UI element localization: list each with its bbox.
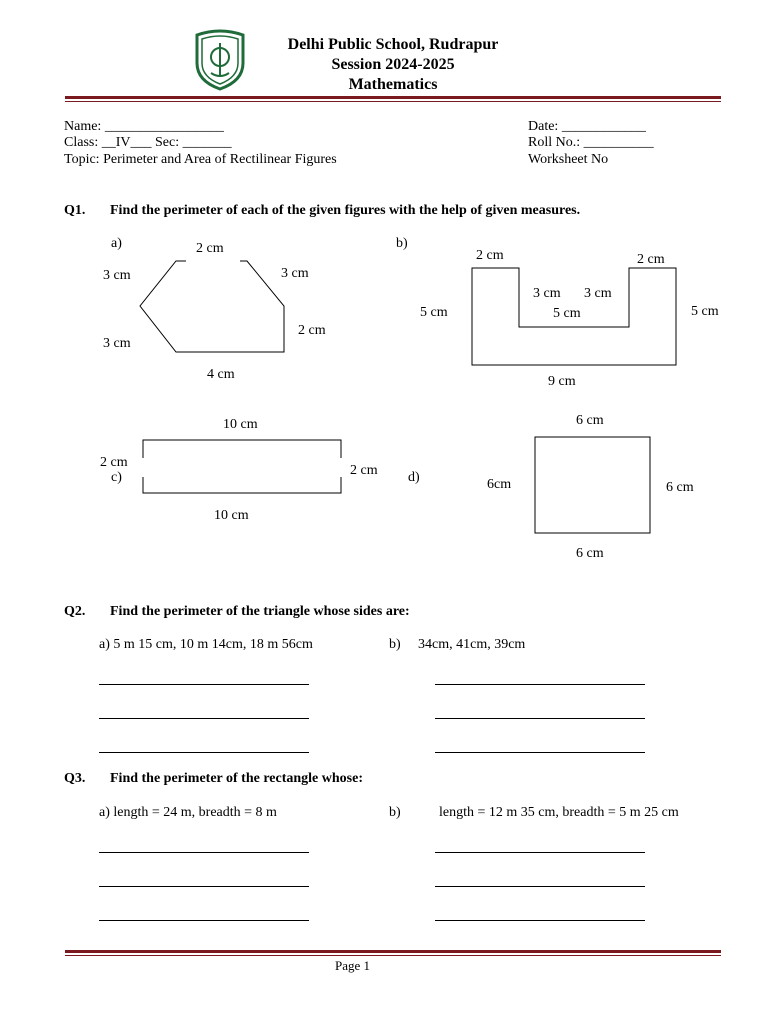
fig-b-right: 5 cm [691,304,719,319]
q2-part-b: 34cm, 41cm, 39cm [418,637,526,652]
q2-text: Find the perimeter of the triangle whose sides are: [110,604,410,619]
q3-answer-line-b3[interactable] [435,920,645,921]
q3-number: Q3. [64,771,86,786]
fig-b-top-left: 2 cm [476,248,504,263]
q2-answer-line-a1[interactable] [99,684,309,685]
fig-b-inner-bottom: 5 cm [553,306,581,321]
fig-c-right: 2 cm [350,463,378,478]
fig-d-bottom: 6 cm [576,546,604,561]
footer-rule [65,950,721,953]
session-title: Session 2024-2025 [331,56,455,73]
fig-a-upper-right: 3 cm [281,266,309,281]
q1-number: Q1. [64,203,86,218]
fig-b-top-right: 2 cm [637,252,665,267]
q2-answer-line-a3[interactable] [99,752,309,753]
name-field: Name: _________________ [64,119,224,134]
q3-text: Find the perimeter of the rectangle whose: [110,771,363,786]
figure-a-shape [140,261,284,352]
q3-part-b-label: b) [389,805,401,820]
fig-d-left: 6cm [487,477,512,492]
fig-c-bottom: 10 cm [214,508,249,523]
fig-d-top: 6 cm [576,413,604,428]
subject-title: Mathematics [348,76,438,93]
roll-field: Roll No.: __________ [528,135,654,150]
q3-part-a: a) length = 24 m, breadth = 8 m [99,805,277,820]
q1-text: Find the perimeter of each of the given figures with the help of given measures. [110,203,581,218]
q2-answer-line-a2[interactable] [99,718,309,719]
topic-field: Topic: Perimeter and Area of Rectilinear Figures [64,152,337,167]
q2-number: Q2. [64,604,86,619]
q3-answer-line-a2[interactable] [99,886,309,887]
q2-part-a: a) 5 m 15 cm, 10 m 14cm, 18 m 56cm [99,637,313,652]
fig-a-right: 2 cm [298,323,326,338]
school-name: Delhi Public School, Rudrapur [287,36,499,53]
q3-answer-line-b1[interactable] [435,852,645,853]
fig-b-inner-left: 3 cm [533,286,561,301]
fig-b-left: 5 cm [420,305,448,320]
worksheet-field: Worksheet No [528,152,609,167]
figure-d-shape [535,437,650,533]
fig-a-top: 2 cm [196,241,224,256]
fig-c-top: 10 cm [223,417,258,432]
q3-answer-line-b2[interactable] [435,886,645,887]
q2-answer-line-b2[interactable] [435,718,645,719]
fig-a-bottom: 4 cm [207,367,235,382]
class-field: Class: __IV___ Sec: _______ [64,135,232,150]
fig-c-label: c) [111,470,122,485]
fig-a-upper-left: 3 cm [103,268,131,283]
date-field: Date: ____________ [528,119,646,134]
fig-a-label: a) [111,236,122,251]
figure-c-top [143,440,341,458]
fig-d-label: d) [408,470,420,485]
fig-b-bottom: 9 cm [548,374,576,389]
q2-answer-line-b1[interactable] [435,684,645,685]
fig-c-left: 2 cm [100,455,128,470]
fig-a-lower-left: 3 cm [103,336,131,351]
fig-b-label: b) [396,236,408,251]
q3-answer-line-a1[interactable] [99,852,309,853]
footer-rule-thin [65,955,721,956]
q3-answer-line-a3[interactable] [99,920,309,921]
figure-c-bottom [143,477,341,493]
fig-d-right: 6 cm [666,480,694,495]
page-number: Page 1 [335,958,371,973]
fig-b-inner-right: 3 cm [584,286,612,301]
q2-part-b-label: b) [389,637,401,652]
q2-answer-line-b3[interactable] [435,752,645,753]
q3-part-b: length = 12 m 35 cm, breadth = 5 m 25 cm [439,805,679,820]
